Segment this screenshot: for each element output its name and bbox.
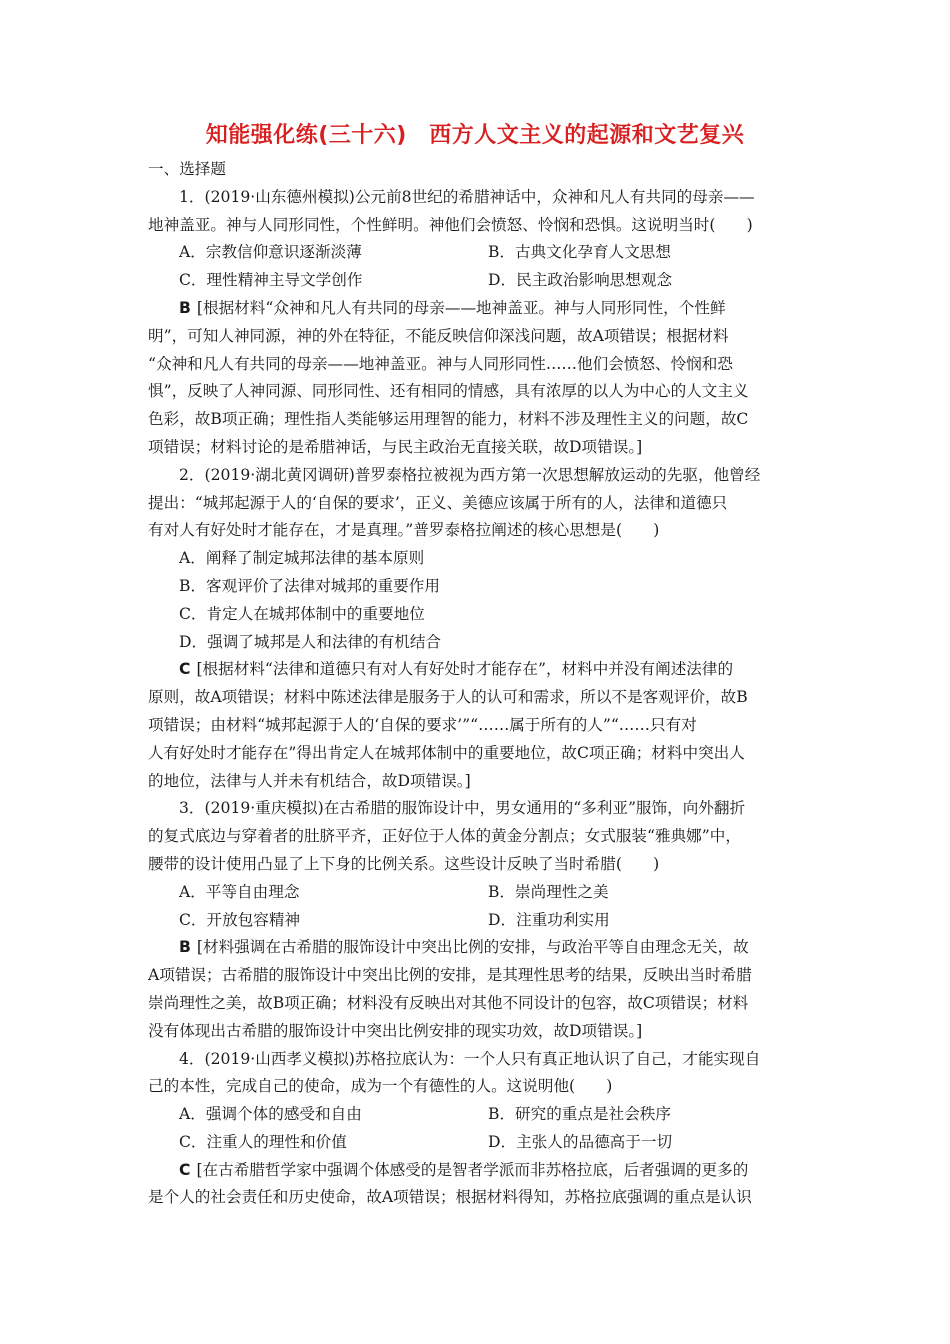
option-c: C．理性精神主导文学创作 (179, 271, 363, 290)
answer-letter: B (179, 938, 191, 957)
options-row (148, 1129, 808, 1157)
option-d: D．主张人的品德高于一切 (488, 1132, 673, 1151)
question-1 (148, 184, 808, 462)
option-a: A．阐释了制定城邦法律的基本原则 (179, 549, 425, 568)
explanation-line: B [材料强调在古希腊的服饰设计中突出比例的安排，与政治平等自由理念无关，故 (179, 938, 749, 957)
option-b: B．古典文化孕育人文思想 (488, 243, 671, 262)
explanation-line: 色彩，故B项正确；理性指人类能够运用理智的能力，材料不涉及理性主义的问题，故C (148, 410, 749, 429)
explanation-line: C [根据材料“法律和道德只有对人有好处时才能存在”，材料中并没有阐述法律的 (179, 660, 734, 679)
question-text: 有对人有好处时才能存在，才是真理。”普罗泰格拉阐述的核心思想是( ) (148, 521, 660, 540)
question-3 (148, 795, 808, 1045)
option-b: B．客观评价了法律对城邦的重要作用 (179, 576, 440, 595)
options-row (148, 1101, 808, 1129)
explanation-line: 项错误；材料讨论的是希腊神话，与民主政治无直接关联，故D项错误。] (148, 437, 643, 456)
question-text: 4．(2019·山西孝义模拟)苏格拉底认为：一个人只有真正地认识了自己，才能实现自 (179, 1049, 761, 1068)
question-2 (148, 462, 808, 796)
answer-letter: B (179, 298, 191, 317)
question-4 (148, 1046, 808, 1213)
question-text: 腰带的设计使用凸显了上下身的比例关系。这些设计反映了当时希腊( ) (148, 854, 660, 873)
options-row (148, 239, 808, 267)
answer-letter: C (179, 660, 191, 679)
document-body (148, 156, 808, 1212)
explanation-line: 崇尚理性之美，故B项正确；材料没有反映出对其他不同设计的包容，故C项错误；材料 (148, 993, 749, 1012)
page-title: 知能强化练(三十六) 西方人文主义的起源和文艺复兴 (205, 123, 745, 148)
option-c: C．注重人的理性和价值 (179, 1132, 347, 1151)
section-heading: 一、选择题 (148, 160, 226, 178)
option-b: B．崇尚理性之美 (488, 882, 609, 901)
explanation-line: C [在古希腊哲学家中强调个体感受的是智者学派而非苏格拉底，后者强调的更多的 (179, 1160, 749, 1179)
option-d: D．注重功利实用 (488, 910, 610, 929)
option-c: C．肯定人在城邦体制中的重要地位 (179, 604, 425, 623)
question-text: 提出：“城邦起源于人的‘自保的要求’，正义、美德应该属于所有的人，法律和道德只 (148, 493, 728, 512)
options-row (148, 879, 808, 907)
option-a: A．平等自由理念 (179, 882, 300, 901)
explanation-line: 明”，可知人神同源，神的外在特征，不能反映信仰深浅问题，故A项错误；根据材料 (148, 326, 729, 345)
explanation-line: 的地位，法律与人并未有机结合，故D项错误。] (148, 771, 471, 790)
explanation-line: 人有好处时才能存在”得出肯定人在城邦体制中的重要地位，故C项正确；材料中突出人 (148, 743, 745, 762)
explanation-line: 是个人的社会责任和历史使命，故A项错误；根据材料得知，苏格拉底强调的重点是认识 (148, 1188, 752, 1207)
options-row (148, 907, 808, 935)
question-text: 地神盖亚。神与人同形同性，个性鲜明。神他们会愤怒、怜悯和恐惧。这说明当时( ) (148, 215, 753, 234)
option-c: C．开放包容精神 (179, 910, 301, 929)
explanation-line: 惧”，反映了人神同源、同形同性、还有相同的情感，具有浓厚的以人为中心的人文主义 (148, 382, 749, 401)
question-text: 3．(2019·重庆模拟)在古希腊的服饰设计中，男女通用的“多利亚”服饰，向外翻折 (179, 799, 746, 818)
answer-letter: C (179, 1160, 191, 1179)
explanation-line: 原则，故A项错误；材料中陈述法律是服务于人的认可和需求，所以不是客观评价，故B (148, 688, 748, 707)
question-text: 1．(2019·山东德州模拟)公元前8世纪的希腊神话中，众神和凡人有共同的母亲—— (179, 187, 755, 206)
question-text: 己的本性，完成自己的使命，成为一个有德性的人。这说明他( ) (148, 1077, 613, 1096)
option-a: A．强调个体的感受和自由 (179, 1105, 362, 1124)
explanation-line: B [根据材料“众神和凡人有共同的母亲——地神盖亚。神与人同形同性，个性鲜 (179, 298, 726, 317)
option-d: D．民主政治影响思想观念 (488, 271, 673, 290)
question-text: 2．(2019·湖北黄冈调研)普罗泰格拉被视为西方第一次思想解放运动的先驱，他曾经 (179, 465, 761, 484)
options-row (148, 267, 808, 295)
option-d: D．强调了城邦是人和法律的有机结合 (179, 632, 442, 651)
explanation-line: 没有体现出古希腊的服饰设计中突出比例安排的现实功效，故D项错误。] (148, 1021, 643, 1040)
question-text: 的复式底边与穿着者的肚脐平齐，正好位于人体的黄金分割点；女式服装“雅典娜”中， (148, 827, 741, 846)
explanation-line: 项错误；由材料“城邦起源于人的‘自保的要求’”“……属于所有的人”“……只有对 (148, 715, 697, 734)
explanation-line: A项错误；古希腊的服饰设计中突出比例的安排，是其理性思考的结果，反映出当时希腊 (148, 966, 752, 985)
explanation-line: “众神和凡人有共同的母亲——地神盖亚。神与人同形同性……他们会愤怒、怜悯和恐 (148, 354, 733, 373)
option-b: B．研究的重点是社会秩序 (488, 1105, 671, 1124)
option-a: A．宗教信仰意识逐渐淡薄 (179, 243, 362, 262)
